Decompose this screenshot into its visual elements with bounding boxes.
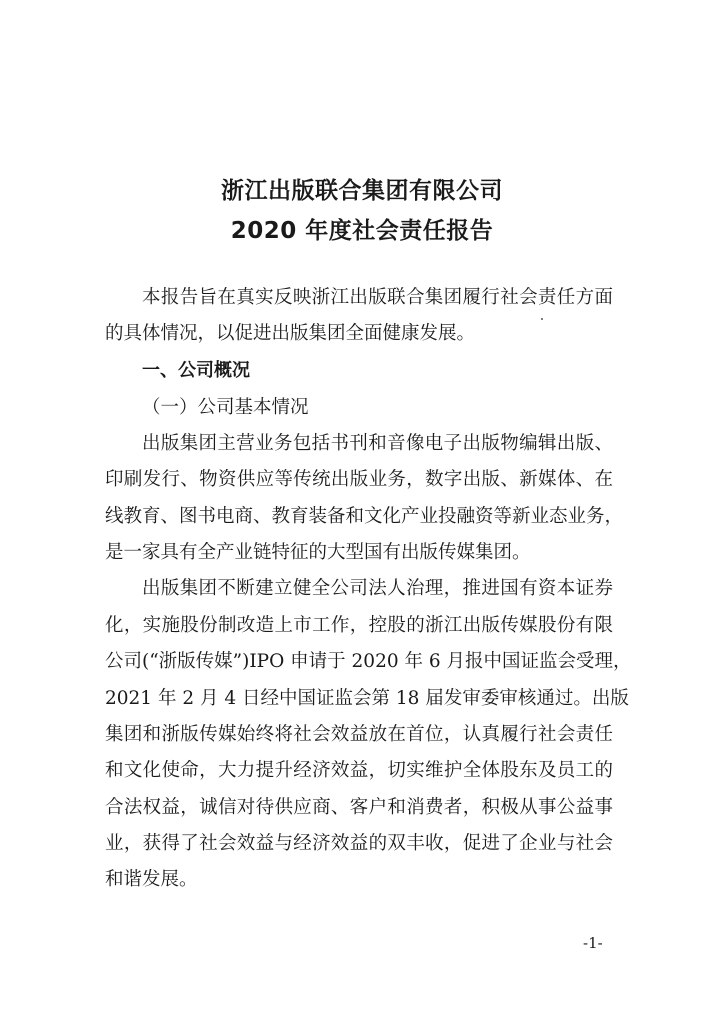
paragraph-line: 合法权益，诚信对待供应商、客户和消费者，积极从事公益事	[105, 797, 613, 818]
section-heading: 一、公司概况	[142, 360, 250, 381]
paragraph-line: 线教育、图书电商、教育装备和文化产业投融资等新业态业务，	[105, 506, 624, 527]
page-number: -1-	[583, 934, 603, 952]
paragraph-line: 集团和浙版传媒始终将社会效益放在首位，认真履行社会责任	[105, 724, 613, 745]
intro-line: 的具体情况，以促进出版集团全面健康发展。	[105, 323, 476, 344]
paragraph-line: 和文化使命，大力提升经济效益，切实维护全体股东及员工的	[105, 760, 613, 781]
subsection-heading: （一）公司基本情况	[142, 397, 309, 418]
paragraph-line: 和谐发展。	[105, 869, 198, 890]
paragraph-line: 业，获得了社会效益与经济效益的双丰收，促进了企业与社会	[105, 833, 613, 854]
scan-speck	[541, 318, 543, 320]
report-title-company: 浙江出版联合集团有限公司	[221, 178, 503, 204]
paragraph-line: 出版集团不断建立健全公司法人治理，推进国有资本证券	[142, 578, 613, 599]
paragraph-line: 化，实施股份制改造上市工作，控股的浙江出版传媒股份有限	[105, 615, 613, 636]
paragraph-line: 2021 年 2 月 4 日经中国证监会第 18 届发审委审核通过。出版	[105, 688, 629, 709]
intro-line: 本报告旨在真实反映浙江出版联合集团履行社会责任方面	[142, 287, 613, 308]
paragraph-line: 出版集团主营业务包括书刊和音像电子出版物编辑出版、	[142, 433, 613, 454]
report-title-year: 2020 年度社会责任报告	[230, 218, 494, 244]
paragraph-line: 公司(“浙版传媒”)IPO 申请于 2020 年 6 月报中国证监会受理，	[105, 651, 632, 672]
paragraph-line: 印刷发行、物资供应等传统出版业务，数字出版、新媒体、在	[105, 469, 613, 490]
paragraph-line: 是一家具有全产业链特征的大型国有出版传媒集团。	[105, 542, 531, 563]
